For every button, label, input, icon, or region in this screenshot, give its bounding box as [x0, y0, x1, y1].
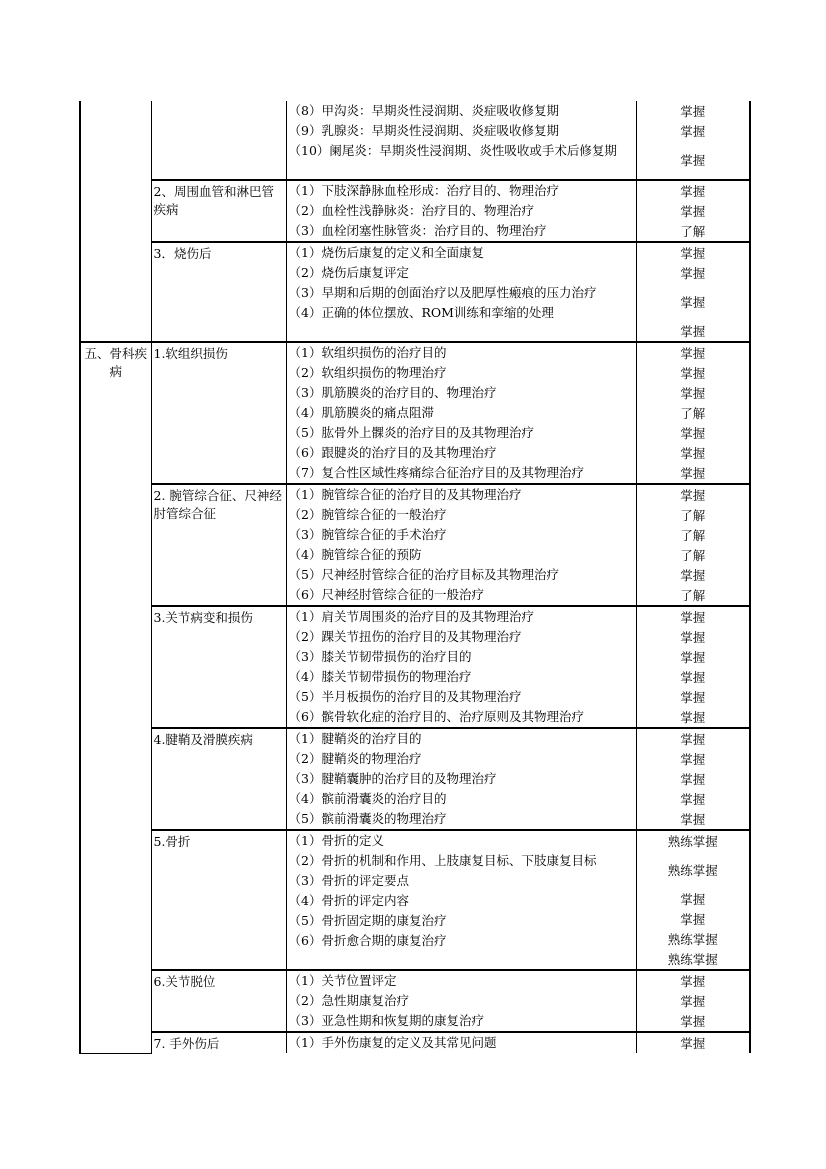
content-item: （4）膝关节韧带损伤的物理治疗 [288, 669, 472, 684]
content-cell [286, 484, 636, 606]
content-item: （3）骨折的评定要点 [288, 873, 409, 888]
level-value: 掌握 [680, 994, 706, 1009]
content-item: （4）肌筋膜炎的痛点阻滞 [288, 405, 434, 420]
content-item: （3）亚急性期和恢复期的康复治疗 [288, 1013, 484, 1028]
subcategory-cell: 3．烧伤后 [151, 242, 286, 342]
content-item: （5）半月板损伤的治疗目的及其物理治疗 [288, 689, 522, 704]
section-row [80, 101, 750, 180]
level-value: 了解 [680, 528, 706, 543]
level-value: 掌握 [680, 153, 706, 168]
level-value: 掌握 [680, 386, 706, 401]
level-value: 熟练掌握 [667, 834, 718, 849]
level-value: 掌握 [680, 466, 706, 481]
level-value: 熟练掌握 [667, 952, 718, 967]
category-cell [80, 101, 151, 342]
level-cell [636, 970, 750, 1032]
level-cell [636, 242, 750, 342]
content-cell [286, 1032, 636, 1053]
content-cell [286, 101, 636, 180]
level-value: 掌握 [680, 324, 706, 339]
level-value: 掌握 [680, 346, 706, 361]
content-item: （3）腕管综合征的手术治疗 [288, 527, 447, 542]
content-item: （5）肱骨外上髁炎的治疗目的及其物理治疗 [288, 425, 534, 440]
level-value: 掌握 [680, 772, 706, 787]
level-value: 掌握 [680, 246, 706, 261]
level-cell [636, 484, 750, 606]
content-item: （2）踝关节扭伤的治疗目的及其物理治疗 [288, 629, 522, 644]
level-value: 掌握 [680, 812, 706, 827]
level-value: 掌握 [680, 732, 706, 747]
level-cell [636, 180, 750, 242]
level-cell [636, 830, 750, 970]
section-row [80, 484, 750, 606]
level-value: 掌握 [680, 266, 706, 281]
level-cell [636, 101, 750, 180]
level-value: 掌握 [680, 912, 706, 927]
content-item: （1）腱鞘炎的治疗目的 [288, 731, 422, 746]
section-row [80, 830, 750, 970]
subcategory-cell: 4.腱鞘及滑膜疾病 [151, 728, 286, 830]
content-item: （6）髌骨软化症的治疗目的、治疗原则及其物理治疗 [288, 709, 584, 724]
content-cell [286, 970, 636, 1032]
content-item: （1）骨折的定义 [288, 833, 384, 848]
level-value: 掌握 [680, 690, 706, 705]
content-item: （2）软组织损伤的物理治疗 [288, 365, 447, 380]
content-item: （4）腕管综合征的预防 [288, 547, 422, 562]
content-item: （2）腕管综合征的一般治疗 [288, 507, 447, 522]
category-cell: 五、骨科疾病 [80, 342, 151, 1053]
section-row [80, 180, 750, 242]
level-value: 熟练掌握 [667, 932, 718, 947]
level-value: 掌握 [680, 792, 706, 807]
content-cell [286, 180, 636, 242]
level-value: 掌握 [680, 204, 706, 219]
section-row [80, 342, 750, 484]
level-value: 掌握 [680, 892, 706, 907]
syllabus-table-body [80, 101, 750, 1053]
content-item: （2）骨折的机制和作用、上肢康复目标、下肢康复目标 [288, 853, 597, 868]
level-value: 掌握 [680, 630, 706, 645]
content-item: （3）血栓闭塞性脉管炎：治疗目的、物理治疗 [288, 223, 547, 238]
level-cell [636, 342, 750, 484]
section-row [80, 242, 750, 342]
content-item: （1）下肢深静脉血栓形成：治疗目的、物理治疗 [288, 183, 559, 198]
level-value: 掌握 [680, 366, 706, 381]
content-item: （4）正确的体位摆放、ROM训练和挛缩的处理 [288, 305, 554, 320]
level-value: 掌握 [680, 670, 706, 685]
content-item: （6）跟腱炎的治疗目的及其物理治疗 [288, 445, 497, 460]
content-item: （8）甲沟炎：早期炎性浸润期、炎症吸收修复期 [288, 103, 559, 118]
content-item: （1）肩关节周围炎的治疗目的及其物理治疗 [288, 609, 534, 624]
content-item: （4）髌前滑囊炎的治疗目的 [288, 791, 447, 806]
level-value: 掌握 [680, 124, 706, 139]
level-value: 掌握 [680, 710, 706, 725]
content-item: （2）烧伤后康复评定 [288, 265, 409, 280]
level-value: 掌握 [680, 974, 706, 989]
content-item: （3）早期和后期的创面治疗以及肥厚性瘢痕的压力治疗 [288, 285, 597, 300]
level-value: 熟练掌握 [667, 863, 718, 878]
subcategory-cell: 5.骨折 [151, 830, 286, 970]
level-value: 了解 [680, 224, 706, 239]
content-cell [286, 728, 636, 830]
content-item: （5）尺神经肘管综合征的治疗目标及其物理治疗 [288, 567, 559, 582]
level-value: 了解 [680, 508, 706, 523]
content-item: （2）血栓性浅静脉炎：治疗目的、物理治疗 [288, 203, 534, 218]
section-row [80, 728, 750, 830]
content-item: （5）髌前滑囊炎的物理治疗 [288, 811, 447, 826]
content-item: （3）腱鞘囊肿的治疗目的及物理治疗 [288, 771, 497, 786]
level-value: 掌握 [680, 1036, 706, 1051]
section-row [80, 970, 750, 1032]
content-item: （5）骨折固定期的康复治疗 [288, 913, 447, 928]
content-cell [286, 342, 636, 484]
content-item: （6）骨折愈合期的康复治疗 [288, 933, 447, 948]
subcategory-cell: 2、周围血管和淋巴管疾病 [151, 180, 286, 242]
level-value: 掌握 [680, 184, 706, 199]
content-item: （6）尺神经肘管综合征的一般治疗 [288, 587, 484, 602]
subcategory-cell: 1.软组织损伤 [151, 342, 286, 484]
level-value: 掌握 [680, 488, 706, 503]
content-item: （1）关节位置评定 [288, 973, 397, 988]
content-item: （1）手外伤康复的定义及其常见问题 [288, 1035, 497, 1050]
content-item: （2）急性期康复治疗 [288, 993, 409, 1008]
level-cell [636, 606, 750, 728]
content-item: （10）阑尾炎：早期炎性浸润期、炎性吸收或手术后修复期 [288, 143, 617, 158]
content-cell [286, 606, 636, 728]
content-cell [286, 830, 636, 970]
level-value: 了解 [680, 588, 706, 603]
subcategory-cell: 2. 腕管综合征、尺神经肘管综合征 [151, 484, 286, 606]
level-value: 了解 [680, 406, 706, 421]
level-value: 掌握 [680, 104, 706, 119]
level-cell [636, 728, 750, 830]
content-item: （7）复合性区域性疼痛综合征治疗目的及其物理治疗 [288, 465, 584, 480]
level-value: 掌握 [680, 568, 706, 583]
content-item: （4）骨折的评定内容 [288, 893, 409, 908]
level-value: 掌握 [680, 295, 706, 310]
section-row [80, 1032, 750, 1053]
level-value: 掌握 [680, 610, 706, 625]
content-item: （1）软组织损伤的治疗目的 [288, 345, 447, 360]
section-row [80, 606, 750, 728]
content-item: （9）乳腺炎：早期炎性浸润期、炎症吸收修复期 [288, 123, 559, 138]
content-item: （1）腕管综合征的治疗目的及其物理治疗 [288, 487, 522, 502]
content-item: （3）肌筋膜炎的治疗目的、物理治疗 [288, 385, 497, 400]
content-item: （2）腱鞘炎的物理治疗 [288, 751, 422, 766]
content-item: （3）膝关节韧带损伤的治疗目的 [288, 649, 472, 664]
level-value: 掌握 [680, 1014, 706, 1029]
level-value: 了解 [680, 548, 706, 563]
subcategory-cell: 3.关节病变和损伤 [151, 606, 286, 728]
level-value: 掌握 [680, 650, 706, 665]
level-value: 掌握 [680, 426, 706, 441]
subcategory-cell: 6.关节脱位 [151, 970, 286, 1032]
level-value: 掌握 [680, 752, 706, 767]
subcategory-cell [151, 101, 286, 180]
level-cell [636, 1032, 750, 1053]
subcategory-cell: 7. 手外伤后 [151, 1032, 286, 1053]
content-cell [286, 242, 636, 342]
syllabus-table [79, 101, 751, 1054]
content-item: （1）烧伤后康复的定义和全面康复 [288, 245, 484, 260]
level-value: 掌握 [680, 446, 706, 461]
